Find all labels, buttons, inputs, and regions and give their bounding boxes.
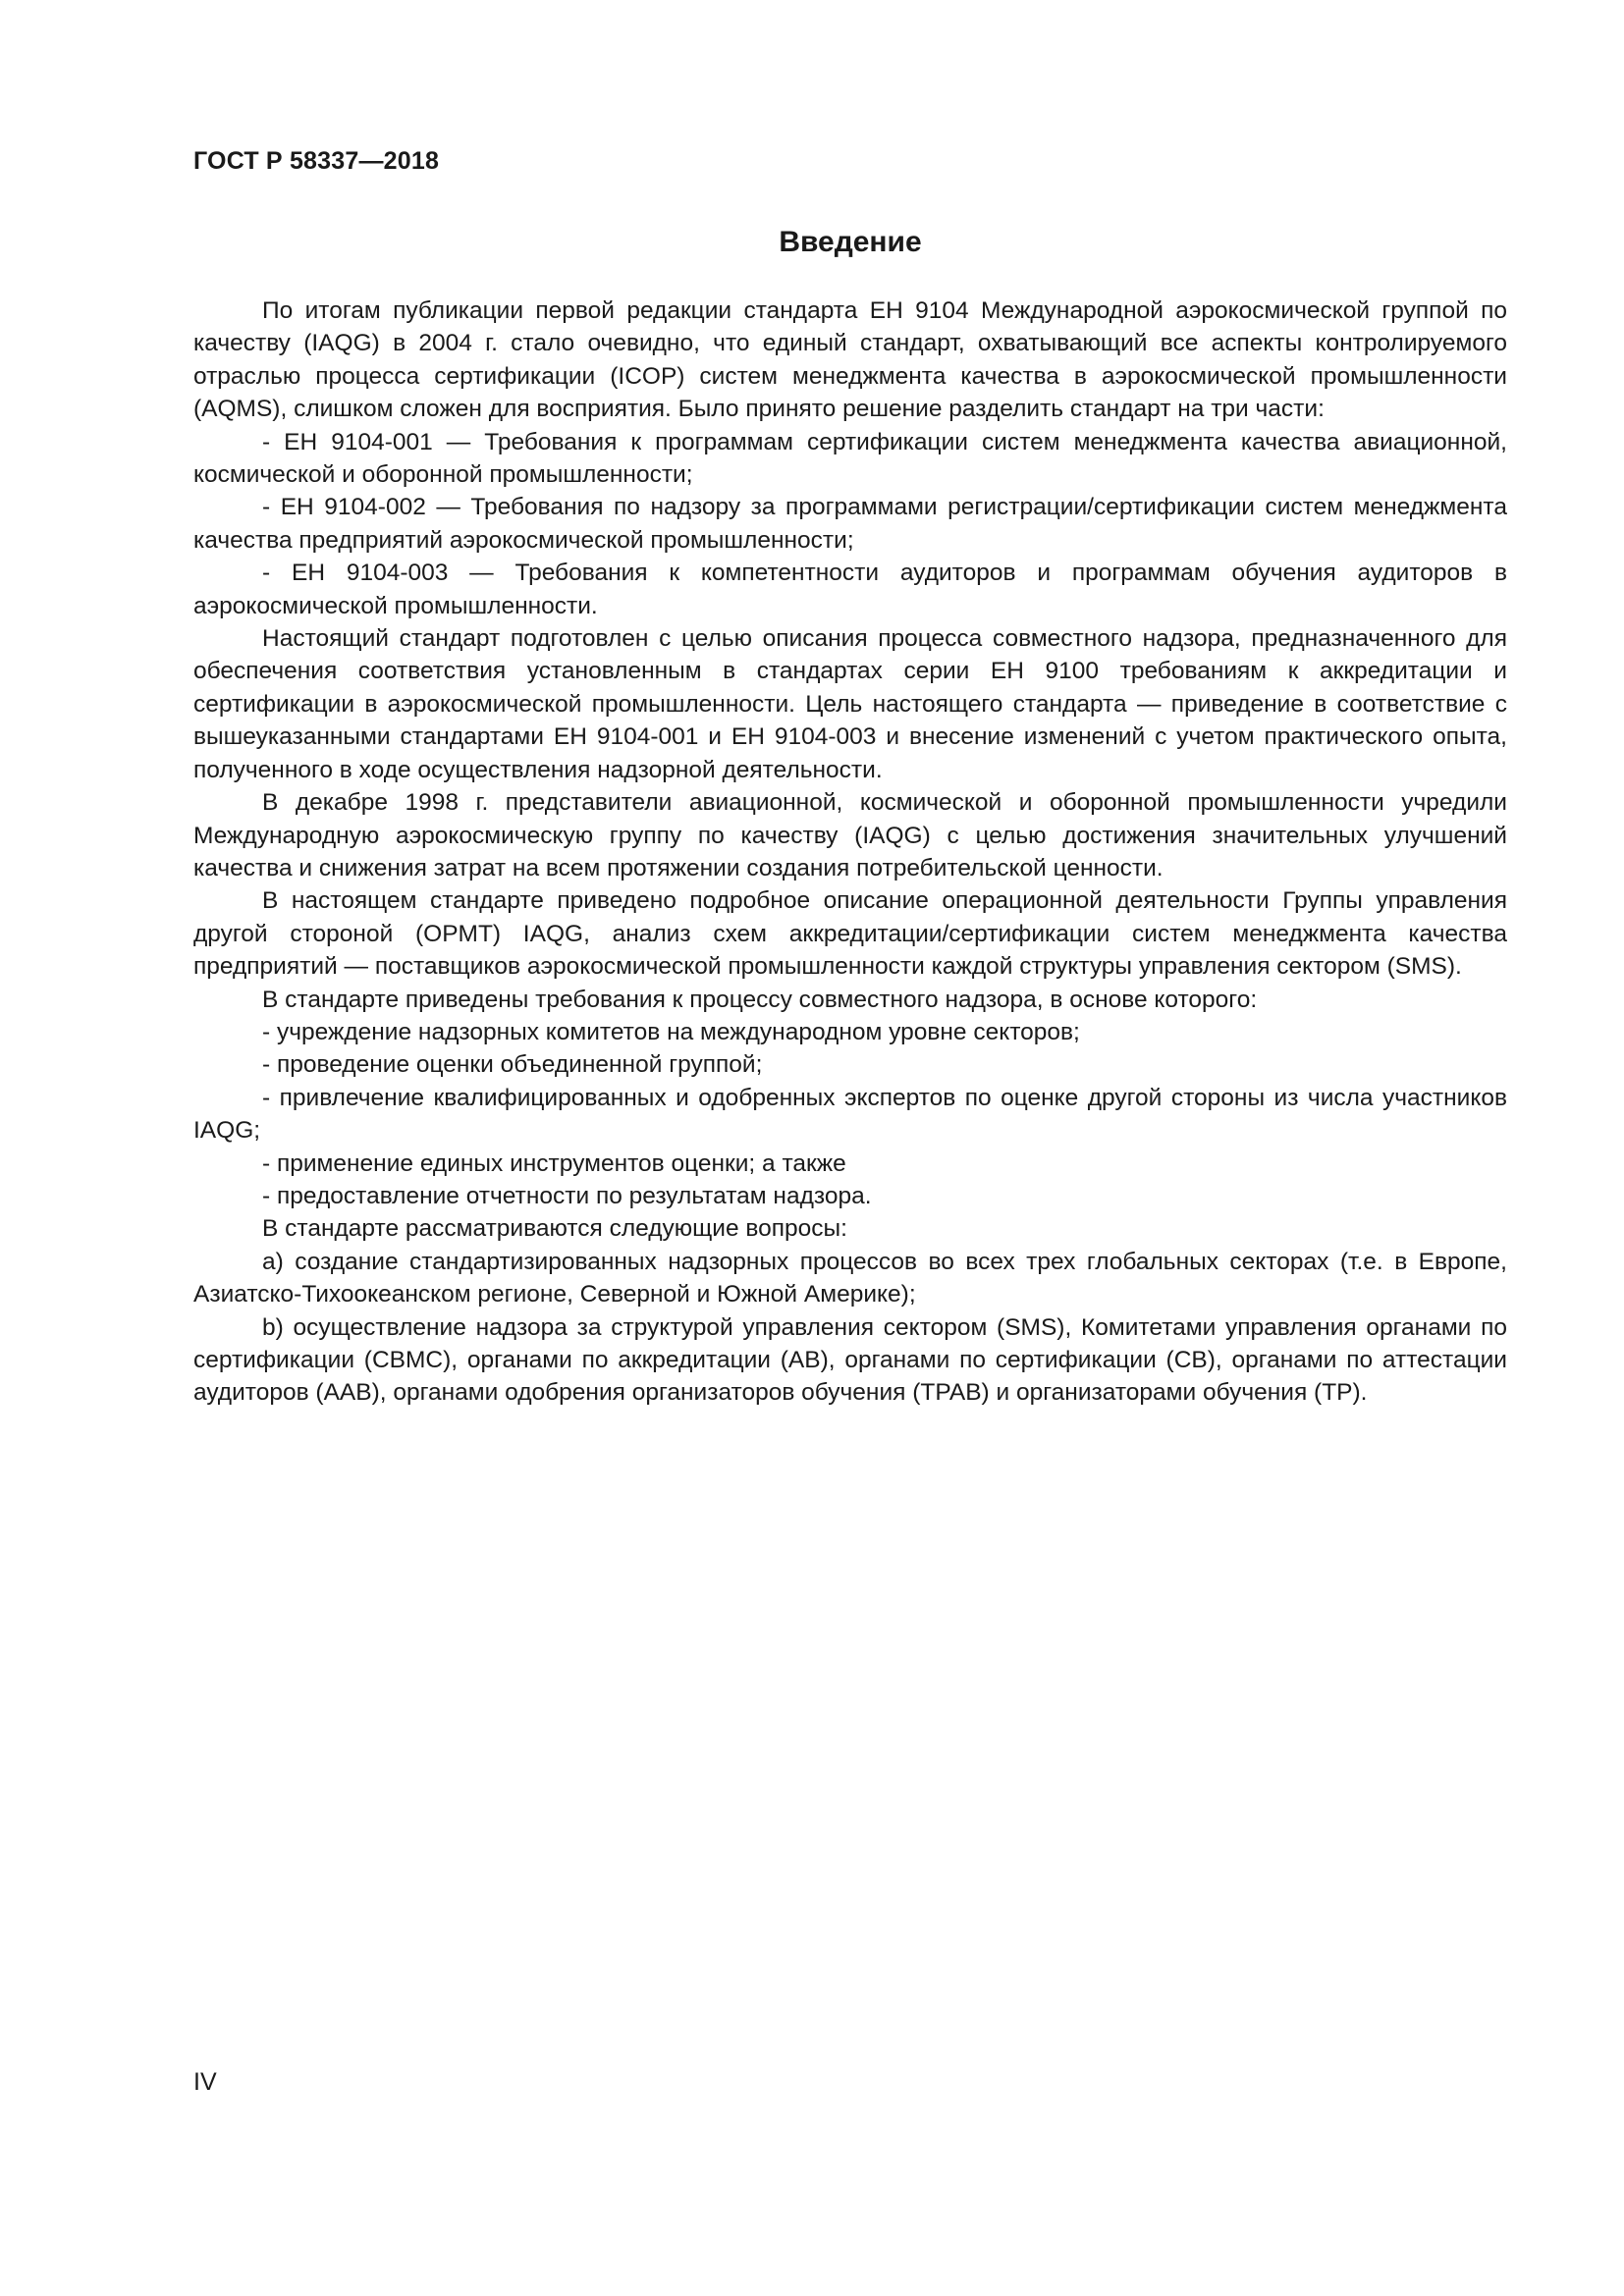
paragraph-topics: В стандарте рассматриваются следующие вопросы:	[262, 1215, 847, 1243]
section-title: Введение	[779, 226, 922, 258]
list-item: - ЕН 9104-001 — Требования к программам сертификации систем менеджмента качества авиационной, космической и оборонной промышленности;	[193, 428, 1507, 489]
list-item: а) создание стандартизированных надзорных процессов во всех трех глобальных секторах (т.е. в Европе, Азиатско-Тихоокеанском регионе, Северной и Южной Америке);	[193, 1248, 1507, 1308]
paragraph-requirements: В стандарте приведены требования к процессу совместного надзора, в основе которого:	[262, 986, 1258, 1013]
document-body	[193, 294, 1507, 1410]
standard-code: ГОСТ Р 58337—2018	[193, 147, 440, 175]
paragraph-intro: По итогам публикации первой редакции стандарта ЕН 9104 Международной аэрокосмической группой по качеству (IAQG) в 2004 г. стало очевидно, что единый стандарт, охватывающий все аспекты контролируемого отраслью процесса сертификации (ICOP) систем менеджмента качества в аэрокосмической промышленности (AQMS), слишком сложен для восприятия. Было принято решение разделить стандарт на три части:	[193, 297, 1507, 423]
list-item: - предоставление отчетности по результатам надзора.	[262, 1182, 872, 1209]
paragraph-purpose: Настоящий стандарт подготовлен с целью описания процесса совместного надзора, предназначенного для обеспечения соответствия установленным в стандартах серии ЕН 9100 требованиям к аккредитации и сертификации в аэрокосмической промышленности. Цель настоящего стандарта — приведение в соответствие с вышеуказанными стандартами ЕН 9104-001 и ЕН 9104-003 и внесение изменений с учетом практического опыта, полученного в ходе осуществления надзорной деятельности.	[193, 625, 1507, 783]
paragraph-history: В декабре 1998 г. представители авиационной, космической и оборонной промышленности учредили Международную аэрокосмическую группу по качеству (IAQG) с целью достижения значительных улучшений качества и снижения затрат на всем протяжении создания потребительской ценности.	[193, 789, 1507, 881]
paragraph-description: В настоящем стандарте приведено подробное описание операционной деятельности Группы управления другой стороной (OPMT) IAQG, анализ схем аккредитации/сертификации систем менеджмента качества предприятий — поставщиков аэрокосмической промышленности каждой структуры управления сектором (SMS).	[193, 887, 1507, 981]
list-item: b) осуществление надзора за структурой управления сектором (SMS), Комитетами управления органами по сертификации (CBMC), органами по аккредитации (AB), органами по сертификации (CB), органами по аттестации аудиторов (AAB), органами одобрения организаторов обучения (TPAB) и организаторами обучения (TP).	[193, 1313, 1507, 1407]
list-item: - проведение оценки объединенной группой;	[262, 1051, 763, 1079]
list-item: - применение единых инструментов оценки; а также	[262, 1149, 846, 1177]
list-item: - учреждение надзорных комитетов на международном уровне секторов;	[262, 1018, 1080, 1045]
page-number: IV	[193, 2068, 217, 2096]
list-item: - ЕН 9104-002 — Требования по надзору за программами регистрации/сертификации систем менеджмента качества предприятий аэрокосмической промышленности;	[193, 494, 1507, 554]
list-item: - привлечение квалифицированных и одобренных экспертов по оценке другой стороны из числа участников IAQG;	[193, 1084, 1507, 1145]
list-item: - ЕН 9104-003 — Требования к компетентности аудиторов и программам обучения аудиторов в аэрокосмической промышленности.	[193, 560, 1507, 619]
